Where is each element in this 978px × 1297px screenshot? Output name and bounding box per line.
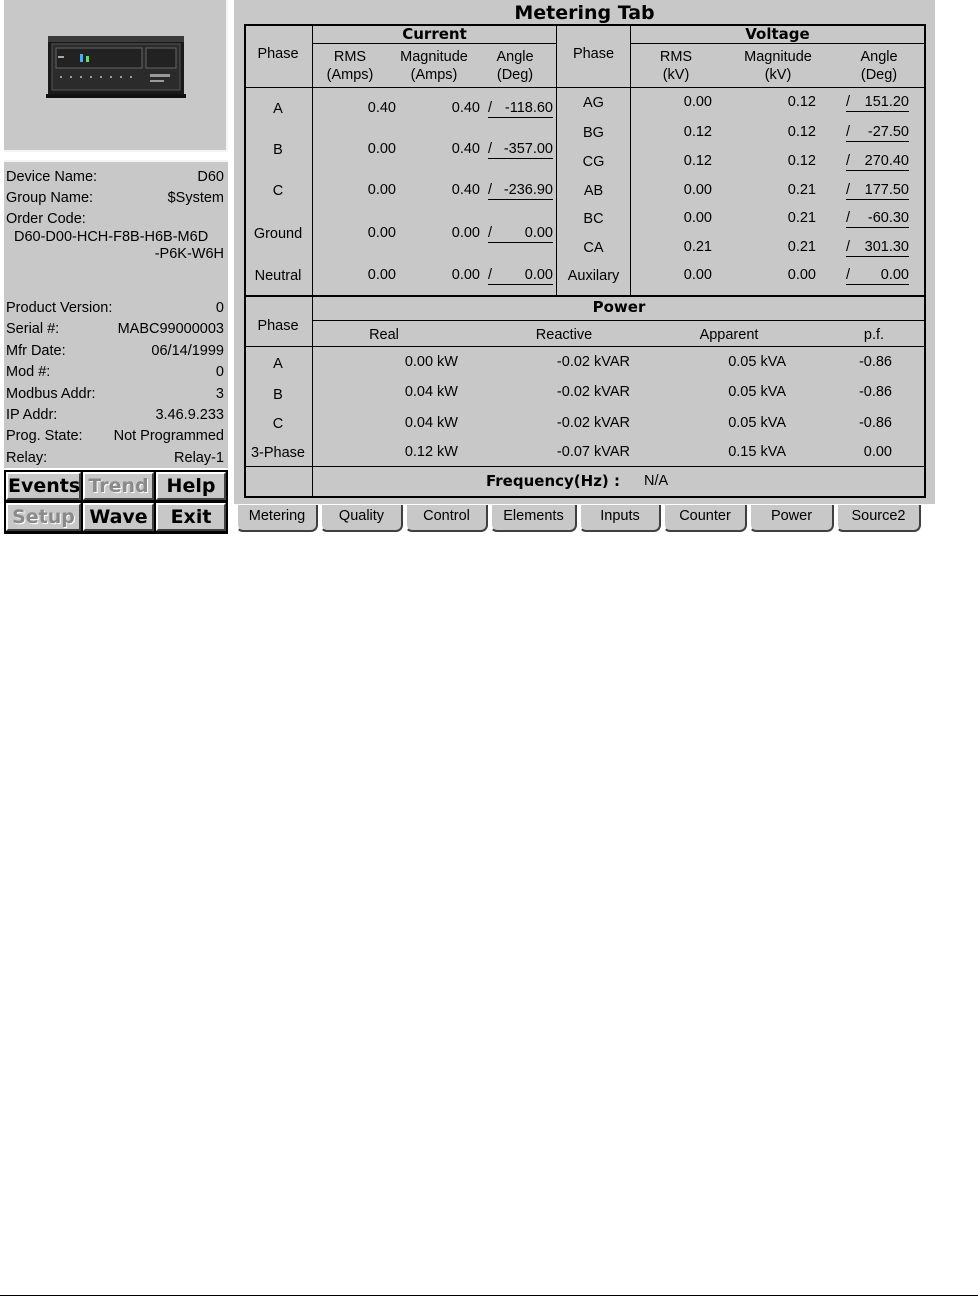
device-name-value: D60: [197, 169, 224, 185]
power-row-reactive: -0.02 kVAR: [556, 415, 630, 431]
power-row-apparent: 0.15 kVA: [728, 444, 786, 460]
table-border-bottom: [244, 496, 926, 498]
prog-state-label: Prog. State:: [6, 428, 83, 444]
voltage-row-magnitude: 0.21: [787, 210, 816, 226]
power-row-phase: 3-Phase: [250, 445, 305, 461]
voltage-row-magnitude: 0.21: [787, 182, 816, 198]
group-name-row: [6, 189, 224, 207]
page-bottom-rule: [0, 1295, 978, 1296]
current-row-angle: / -357.00: [488, 141, 553, 157]
serial-label: Serial #:: [6, 321, 60, 337]
tab-control[interactable]: Control: [405, 505, 488, 532]
voltage-row-phase: BG: [583, 125, 604, 141]
modbus-addr-row: [6, 385, 224, 403]
voltage-row-magnitude: 0.12: [787, 124, 816, 140]
current-magnitude-header-2: (Amps): [410, 67, 458, 83]
current-row-phase: B: [273, 142, 283, 158]
power-column-header-rule: [244, 346, 926, 347]
power-row-apparent: 0.05 kVA: [728, 354, 786, 370]
voltage-row-rms: 0.00: [683, 267, 712, 283]
modbus-addr-value: 3: [215, 386, 224, 402]
order-code-label: Order Code:: [6, 211, 86, 227]
tab-counter[interactable]: Counter: [663, 505, 747, 532]
power-section-rule: [244, 295, 926, 297]
order-code-line2: -P6K-W6H: [154, 246, 224, 262]
power-header-rule: [312, 320, 925, 321]
device-image-panel: [4, 0, 228, 152]
power-row-real: 0.00 kW: [404, 354, 458, 370]
setup-button[interactable]: Setup: [6, 503, 81, 531]
voltage-row-phase: CA: [583, 240, 604, 256]
voltage-row-phase: BC: [583, 211, 604, 227]
voltage-row-rms: 0.00: [683, 94, 712, 110]
relay-value: Relay-1: [174, 450, 224, 466]
prog-state-row: [6, 427, 224, 445]
product-version-row: [6, 299, 224, 317]
voltage-row-magnitude: 0.21: [787, 239, 816, 255]
voltage-row-angle: / 177.50: [846, 182, 909, 198]
ip-addr-label: IP Addr:: [6, 407, 58, 423]
power-row-pf: -0.86: [858, 415, 892, 431]
power-row-apparent: 0.05 kVA: [728, 384, 786, 400]
help-button[interactable]: Help: [156, 472, 226, 500]
current-row-magnitude: 0.00: [451, 225, 480, 241]
events-button[interactable]: Events: [6, 472, 81, 500]
product-version-value: 0: [215, 300, 224, 316]
group-name-value: $System: [167, 190, 224, 206]
current-header-rule: [312, 43, 557, 44]
order-code-line1: D60-D00-HCH-F8B-H6B-M6D: [14, 229, 209, 245]
voltage-header-rule: [630, 43, 925, 44]
current-row-rms: 0.00: [367, 141, 396, 157]
voltage-row-rms: 0.00: [683, 210, 712, 226]
current-row-angle: / -236.90: [488, 182, 553, 198]
power-row-pf: -0.86: [858, 384, 892, 400]
current-row-angle: / -118.60: [488, 100, 553, 116]
power-row-pf: 0.00: [863, 444, 892, 460]
current-row-phase: Neutral: [254, 268, 302, 284]
mfr-date-value: 06/14/1999: [151, 343, 224, 359]
voltage-magnitude-header-1: Magnitude: [744, 49, 812, 65]
current-row-magnitude: 0.40: [451, 100, 480, 116]
current-row-rms: 0.00: [367, 182, 396, 198]
tab-inputs[interactable]: Inputs: [579, 505, 661, 532]
current-row-angle: / 0.00: [488, 225, 553, 241]
frequency-label: Frequency(Hz) :: [486, 472, 621, 490]
current-row-magnitude: 0.40: [451, 141, 480, 157]
group-name-label: Group Name:: [6, 190, 94, 206]
exit-button[interactable]: Exit: [156, 503, 226, 531]
modbus-addr-label: Modbus Addr:: [6, 386, 96, 402]
mod-label: Mod #:: [6, 364, 51, 380]
current-row-angle: / 0.00: [488, 267, 553, 283]
power-real-header: Real: [369, 327, 399, 343]
device-info-panel: [4, 160, 228, 468]
angle-symbol-icon: /: [488, 100, 493, 116]
angle-symbol-icon: /: [846, 267, 851, 283]
power-reactive-header: Reactive: [535, 327, 593, 343]
phase-column-divider: [312, 24, 313, 498]
angle-symbol-icon: /: [846, 94, 851, 110]
voltage-row-angle: / -27.50: [846, 124, 909, 140]
angle-symbol-icon: /: [846, 182, 851, 198]
voltage-row-rms: 0.12: [683, 124, 712, 140]
angle-symbol-icon: /: [488, 225, 493, 241]
voltage-row-angle: / 0.00: [846, 267, 909, 283]
power-apparent-header: Apparent: [699, 327, 759, 343]
current-row-rms: 0.40: [367, 100, 396, 116]
voltage-row-angle: / 301.30: [846, 239, 909, 255]
power-row-pf: -0.86: [858, 354, 892, 370]
voltage-header: Voltage: [745, 25, 810, 43]
wave-button[interactable]: Wave: [83, 503, 154, 531]
tab-source2[interactable]: Source2: [836, 505, 921, 532]
serial-value: MABC99000003: [117, 321, 224, 337]
current-row-phase: Ground: [253, 226, 303, 242]
voltage-phase-divider: [630, 24, 631, 296]
voltage-magnitude-header-2: (kV): [764, 67, 792, 83]
panel-title: Metering Tab: [514, 2, 655, 24]
voltage-phase-header: Phase: [572, 46, 615, 62]
ip-addr-row: [6, 406, 224, 424]
device-name-label: Device Name:: [6, 169, 98, 185]
power-row-phase: A: [273, 356, 283, 372]
voltage-row-phase: Auxilary: [567, 268, 620, 284]
column-header-rule: [244, 87, 926, 88]
angle-symbol-icon: /: [488, 267, 493, 283]
power-row-real: 0.04 kW: [404, 415, 458, 431]
power-row-phase: B: [273, 387, 283, 403]
mod-row: [6, 363, 224, 381]
voltage-row-magnitude: 0.00: [787, 267, 816, 283]
angle-symbol-icon: /: [488, 141, 493, 157]
voltage-row-phase: CG: [582, 154, 605, 170]
table-border-right: [924, 24, 926, 498]
current-rms-header-2: (Amps): [326, 67, 374, 83]
current-row-rms: 0.00: [367, 267, 396, 283]
power-row-reactive: -0.02 kVAR: [556, 354, 630, 370]
metering-panel: [234, 0, 935, 504]
current-header: Current: [402, 25, 467, 43]
mod-value: 0: [215, 364, 224, 380]
voltage-row-angle: / -60.30: [846, 210, 909, 226]
angle-symbol-icon: /: [846, 210, 851, 226]
frequency-rule: [244, 466, 926, 467]
trend-button[interactable]: Trend: [83, 472, 154, 500]
power-row-phase: C: [272, 416, 284, 432]
voltage-row-rms: 0.12: [683, 153, 712, 169]
voltage-rms-header-1: RMS: [659, 49, 693, 65]
power-row-apparent: 0.05 kVA: [728, 415, 786, 431]
mfr-date-label: Mfr Date:: [6, 343, 66, 359]
ip-addr-value: 3.46.9.233: [155, 407, 224, 423]
current-phase-header: Phase: [257, 46, 299, 62]
current-row-phase: A: [273, 101, 283, 117]
tab-power[interactable]: Power: [749, 505, 834, 532]
current-row-magnitude: 0.40: [451, 182, 480, 198]
voltage-angle-header-1: Angle: [860, 49, 898, 65]
relay-row: [6, 449, 224, 467]
tab-quality[interactable]: Quality: [320, 505, 403, 532]
current-angle-header-2: (Deg): [496, 67, 534, 83]
voltage-row-angle: / 270.40: [846, 153, 909, 169]
power-row-reactive: -0.07 kVAR: [556, 444, 630, 460]
voltage-rms-header-2: (kV): [662, 67, 690, 83]
voltage-row-rms: 0.00: [683, 182, 712, 198]
product-version-label: Product Version:: [6, 300, 113, 316]
voltage-angle-header-2: (Deg): [860, 67, 898, 83]
frequency-value: N/A: [644, 473, 669, 489]
current-row-phase: C: [272, 183, 284, 199]
relay-label: Relay:: [6, 450, 48, 466]
current-angle-header-1: Angle: [496, 49, 534, 65]
current-row-rms: 0.00: [367, 225, 396, 241]
mfr-date-row: [6, 342, 224, 360]
serial-row: [6, 320, 224, 338]
prog-state-value: Not Programmed: [113, 428, 224, 444]
voltage-row-magnitude: 0.12: [787, 153, 816, 169]
current-magnitude-header-1: Magnitude: [400, 49, 468, 65]
voltage-row-rms: 0.21: [683, 239, 712, 255]
current-row-magnitude: 0.00: [451, 267, 480, 283]
voltage-row-angle: / 151.20: [846, 94, 909, 110]
angle-symbol-icon: /: [846, 153, 851, 169]
power-phase-header: Phase: [257, 318, 299, 334]
current-rms-header-1: RMS: [333, 49, 367, 65]
tab-elements[interactable]: Elements: [490, 505, 577, 532]
voltage-row-phase: AB: [583, 183, 604, 199]
relay-device-icon: [46, 32, 186, 102]
angle-symbol-icon: /: [846, 124, 851, 140]
device-name-row: [6, 168, 224, 186]
power-row-real: 0.04 kW: [404, 384, 458, 400]
power-pf-header: p.f.: [863, 327, 885, 343]
tab-metering[interactable]: Metering: [236, 505, 318, 532]
voltage-row-magnitude: 0.12: [787, 94, 816, 110]
power-header: Power: [592, 298, 646, 316]
angle-symbol-icon: /: [846, 239, 851, 255]
angle-symbol-icon: /: [488, 182, 493, 198]
power-row-reactive: -0.02 kVAR: [556, 384, 630, 400]
command-button-grid: [4, 470, 228, 534]
power-row-real: 0.12 kW: [404, 444, 458, 460]
voltage-row-phase: AG: [583, 95, 604, 111]
